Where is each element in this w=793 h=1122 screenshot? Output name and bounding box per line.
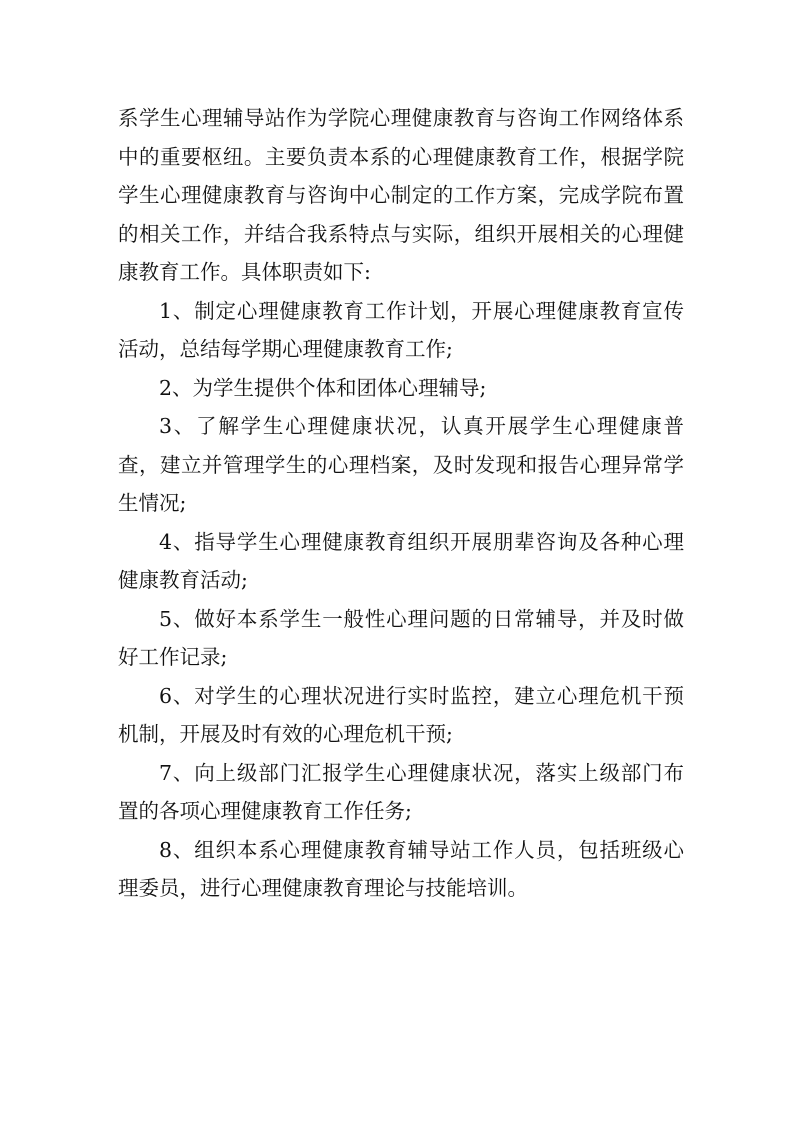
duty-item-8: 8、组织本系心理健康教育辅导站工作人员，包括班级心理委员，进行心理健康教育理论与技能培训。 (118, 837, 684, 900)
duty-item-2: 2、为学生提供个体和团体心理辅导; (159, 375, 487, 400)
intro-paragraph: 系学生心理辅导站作为学院心理健康教育与咨询工作网络体系中的重要枢纽。主要负责本系的心理健康教育工作，根据学院学生心理健康教育与咨询中心制定的工作方案，完成学院布置的相关工作，并结合我系特点与实际，组织开展相关的心理健康教育工作。具体职责如下: (118, 106, 684, 284)
duty-item-5: 5、做好本系学生一般性心理问题的日常辅导，并及时做好工作记录; (118, 606, 684, 669)
duty-item-6: 6、对学生的心理状况进行实时监控，建立心理危机干预机制，开展及时有效的心理危机干预; (118, 683, 684, 746)
duty-item-4: 4、指导学生心理健康教育组织开展朋辈咨询及各种心理健康教育活动; (118, 529, 684, 592)
document-body (118, 99, 684, 908)
duty-item-1: 1、制定心理健康教育工作计划，开展心理健康教育宣传活动，总结每学期心理健康教育工作; (118, 298, 684, 361)
duty-item-3: 3、了解学生心理健康状况，认真开展学生心理健康普查，建立并管理学生的心理档案，及时发现和报告心理异常学生情况; (118, 414, 684, 515)
duty-item-7: 7、向上级部门汇报学生心理健康状况，落实上级部门布置的各项心理健康教育工作任务; (118, 760, 684, 823)
